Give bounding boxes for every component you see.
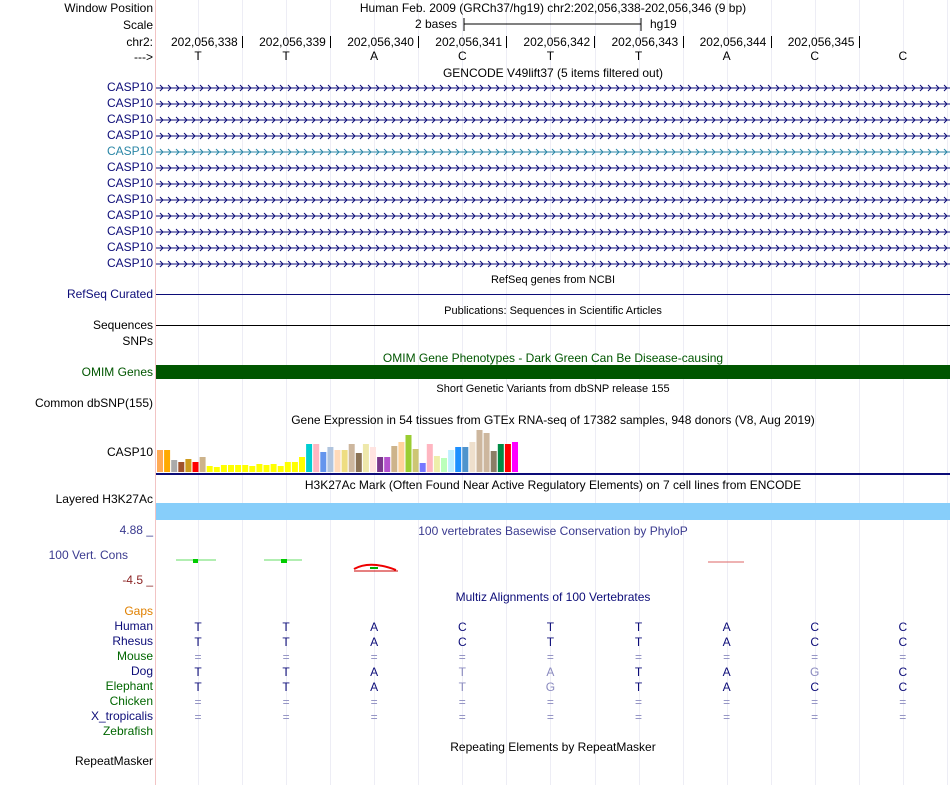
gtex-tissue-bar[interactable] <box>349 444 355 472</box>
gencode-item-label[interactable]: CASP10 <box>106 240 153 254</box>
phylop-track-title: 100 vertebrates Basewise Conservation by PhyloP <box>418 524 688 538</box>
gtex-tissue-bar[interactable] <box>491 451 497 472</box>
multiz-base: = <box>282 650 290 664</box>
gtex-tissue-bar[interactable] <box>299 457 305 472</box>
gtex-tissue-bar[interactable] <box>164 450 170 472</box>
multiz-species-label[interactable]: X_tropicalis <box>90 709 153 723</box>
multiz-base: T <box>282 635 290 649</box>
gtex-tissue-bar[interactable] <box>498 444 504 472</box>
multiz-base: A <box>722 665 731 679</box>
multiz-base: = <box>811 650 819 664</box>
reference-base: C <box>810 49 820 63</box>
gencode-item-label[interactable]: CASP10 <box>106 144 153 158</box>
gencode-transcript-line[interactable] <box>156 259 950 269</box>
multiz-species-label[interactable]: Rhesus <box>112 634 153 648</box>
chromosome-label: chr2: <box>126 35 153 49</box>
gtex-track-title: Gene Expression in 54 tissues from GTEx RNA-seq of 17382 samples, 948 donors (V8, Aug 2019) <box>291 413 815 427</box>
gencode-transcript-line[interactable] <box>156 99 950 109</box>
phylop-min-label: -4.5 _ <box>122 573 153 587</box>
gtex-baseline <box>156 473 950 475</box>
multiz-base: = <box>634 710 642 724</box>
gtex-tissue-bar[interactable] <box>207 466 213 472</box>
multiz-base: T <box>194 635 202 649</box>
gencode-transcript-line[interactable] <box>156 195 950 205</box>
multiz-species-label[interactable]: Zebrafish <box>102 724 153 738</box>
omim-track-title: OMIM Gene Phenotypes - Dark Green Can Be Disease-causing <box>382 351 724 365</box>
gtex-tissue-bar[interactable] <box>384 457 390 472</box>
multiz-base: T <box>458 680 466 694</box>
multiz-base: = <box>282 695 290 709</box>
gtex-tissue-bar[interactable] <box>455 447 461 472</box>
gtex-tissue-bar[interactable] <box>157 450 163 472</box>
gencode-item-label[interactable]: CASP10 <box>106 160 153 174</box>
gtex-tissue-bar[interactable] <box>235 465 241 472</box>
ruler-coordinate: 202,056,338 <box>171 35 238 49</box>
gencode-transcript-line[interactable] <box>156 179 950 189</box>
gtex-tissue-bar[interactable] <box>363 444 369 472</box>
publications-track-label[interactable]: Sequences <box>92 318 153 332</box>
reference-base: A <box>722 49 731 63</box>
multiz-base: T <box>634 680 643 694</box>
gtex-tissue-bar[interactable] <box>448 450 454 472</box>
reference-base: T <box>194 49 202 63</box>
multiz-base: = <box>811 695 819 709</box>
multiz-base: C <box>810 635 820 649</box>
gtex-tissue-bar[interactable] <box>214 467 220 472</box>
ruler-tick <box>418 36 419 48</box>
gtex-tissue-bar[interactable] <box>342 450 348 472</box>
repeatmasker-track-label[interactable]: RepeatMasker <box>74 754 153 768</box>
multiz-base: C <box>810 620 820 634</box>
multiz-base: A <box>370 680 379 694</box>
gtex-tissue-bar[interactable] <box>327 447 333 472</box>
multiz-base: T <box>546 635 555 649</box>
multiz-base: A <box>722 635 731 649</box>
gencode-transcript-line[interactable] <box>156 83 950 93</box>
ruler-coordinate: 202,056,340 <box>347 35 414 49</box>
gtex-track-label[interactable]: CASP10 <box>106 445 153 459</box>
refseq-gene-line[interactable] <box>156 294 950 295</box>
gencode-transcript-line[interactable] <box>156 131 950 141</box>
ruler-tick <box>330 36 331 48</box>
window-position-label: Window Position <box>64 1 153 15</box>
gtex-tissue-bar[interactable] <box>221 465 227 472</box>
multiz-base: = <box>370 710 378 724</box>
multiz-base: A <box>370 635 379 649</box>
gtex-tissue-bar[interactable] <box>185 459 191 472</box>
gtex-tissue-bar[interactable] <box>242 465 248 472</box>
ruler-tick <box>594 36 595 48</box>
multiz-base: = <box>194 710 202 724</box>
multiz-base: = <box>458 650 466 664</box>
multiz-species-label[interactable]: Mouse <box>116 649 153 663</box>
gencode-track-title: GENCODE V49lift37 (5 items filtered out) <box>442 66 664 80</box>
multiz-base: = <box>899 695 907 709</box>
gtex-tissue-bar[interactable] <box>427 444 433 472</box>
multiz-base: = <box>282 710 290 724</box>
gtex-tissue-bar[interactable] <box>271 464 277 472</box>
reference-base: T <box>282 49 290 63</box>
multiz-species-label[interactable]: Dog <box>130 664 153 678</box>
multiz-base: = <box>811 710 819 724</box>
reference-base: C <box>898 49 908 63</box>
multiz-species-label[interactable]: Human <box>114 619 153 633</box>
phylop-track-label[interactable]: 100 Vert. Cons <box>48 548 128 562</box>
h3k27ac-track-title: H3K27Ac Mark (Often Found Near Active Regulatory Elements) on 7 cell lines from ENCODE <box>304 478 802 492</box>
multiz-base: = <box>458 695 466 709</box>
refseq-track-title: RefSeq genes from NCBI <box>490 274 616 286</box>
gtex-tissue-bar[interactable] <box>264 465 270 472</box>
gtex-tissue-bar[interactable] <box>335 450 341 472</box>
gtex-bar-chart[interactable] <box>156 426 556 472</box>
multiz-base: C <box>457 620 467 634</box>
phylop-signal[interactable] <box>156 538 950 578</box>
gencode-transcript-line[interactable] <box>156 227 950 237</box>
publications-track-title: Publications: Sequences in Scientific Articles <box>444 305 662 317</box>
gtex-tissue-bar[interactable] <box>420 463 426 472</box>
gencode-item-label[interactable]: CASP10 <box>106 112 153 126</box>
multiz-base: T <box>282 620 290 634</box>
gtex-tissue-bar[interactable] <box>441 458 447 472</box>
multiz-track-title: Multiz Alignments of 100 Vertebrates <box>455 590 651 604</box>
multiz-base: G <box>545 680 556 694</box>
repeatmasker-track-title: Repeating Elements by RepeatMasker <box>450 740 656 754</box>
gtex-tissue-bar[interactable] <box>228 465 234 472</box>
omim-gene-bar[interactable] <box>156 365 950 379</box>
gtex-tissue-bar[interactable] <box>406 435 412 472</box>
gencode-item-label[interactable]: CASP10 <box>106 208 153 222</box>
multiz-base: = <box>370 695 378 709</box>
publications-line[interactable] <box>156 325 950 326</box>
gtex-tissue-bar[interactable] <box>370 447 376 472</box>
ruler-tick <box>683 36 684 48</box>
multiz-base: T <box>634 635 643 649</box>
gtex-tissue-bar[interactable] <box>398 442 404 472</box>
ruler-coordinate: 202,056,339 <box>259 35 326 49</box>
ruler-tick <box>771 36 772 48</box>
multiz-base: C <box>898 620 908 634</box>
multiz-species-label[interactable]: Chicken <box>109 694 153 708</box>
reference-base: T <box>546 49 555 63</box>
ruler-coordinate: 202,056,344 <box>699 35 767 49</box>
ruler-coordinate: 202,056,343 <box>611 35 679 49</box>
gtex-tissue-bar[interactable] <box>285 462 291 472</box>
multiz-base: T <box>546 620 555 634</box>
multiz-base: T <box>194 665 202 679</box>
gtex-tissue-bar[interactable] <box>306 444 312 472</box>
gtex-tissue-bar[interactable] <box>462 447 468 472</box>
strand-label: ---> <box>134 50 153 64</box>
gtex-tissue-bar[interactable] <box>484 433 490 472</box>
multiz-base: = <box>899 710 907 724</box>
refseq-track-label[interactable]: RefSeq Curated <box>66 287 153 301</box>
window-position-text: Human Feb. 2009 (GRCh37/hg19) chr2:202,056,338-202,056,346 (9 bp) <box>359 1 747 15</box>
multiz-base: = <box>194 650 202 664</box>
dbsnp-track-title: Short Genetic Variants from dbSNP release 155 <box>436 383 670 395</box>
gtex-tissue-bar[interactable] <box>434 456 440 472</box>
multiz-base: A <box>370 620 379 634</box>
multiz-base: T <box>458 665 466 679</box>
multiz-base: T <box>282 680 290 694</box>
gencode-transcript-line[interactable] <box>156 211 950 221</box>
dbsnp-track-label[interactable]: Common dbSNP(155) <box>34 396 153 410</box>
gencode-item-label[interactable]: CASP10 <box>106 128 153 142</box>
gtex-tissue-bar[interactable] <box>469 442 475 472</box>
omim-track-label[interactable]: OMIM Genes <box>81 365 153 379</box>
multiz-species-label[interactable]: Elephant <box>105 679 153 693</box>
scale-label: Scale <box>122 18 153 32</box>
multiz-base: = <box>723 695 731 709</box>
multiz-base: T <box>282 665 290 679</box>
gencode-item-label[interactable]: CASP10 <box>106 224 153 238</box>
multiz-base: = <box>899 650 907 664</box>
multiz-gaps-label[interactable]: Gaps <box>124 604 153 618</box>
multiz-base: C <box>898 680 908 694</box>
gencode-item-label[interactable]: CASP10 <box>106 96 153 110</box>
multiz-base: A <box>722 680 731 694</box>
gtex-tissue-bar[interactable] <box>356 453 362 472</box>
gencode-item-label[interactable]: CASP10 <box>106 192 153 206</box>
ruler-coordinate: 202,056,341 <box>435 35 503 49</box>
multiz-base: A <box>722 620 731 634</box>
gtex-tissue-bar[interactable] <box>193 462 199 472</box>
multiz-base: A <box>546 665 555 679</box>
multiz-base: G <box>810 665 820 679</box>
gtex-tissue-bar[interactable] <box>313 444 319 472</box>
h3k27ac-signal[interactable] <box>156 503 950 520</box>
reference-base: T <box>634 49 643 63</box>
multiz-base: = <box>723 650 731 664</box>
scale-assembly: hg19 <box>650 17 677 31</box>
scale-bar <box>463 17 643 33</box>
multiz-base: = <box>546 710 554 724</box>
gtex-tissue-bar[interactable] <box>391 446 397 472</box>
reference-base: C <box>457 49 467 63</box>
ruler-tick <box>506 36 507 48</box>
multiz-base: = <box>458 710 466 724</box>
gtex-tissue-bar[interactable] <box>256 464 262 472</box>
snps-track-label[interactable]: SNPs <box>122 334 153 348</box>
multiz-base: = <box>723 710 731 724</box>
multiz-base: C <box>810 680 820 694</box>
multiz-base: = <box>634 695 642 709</box>
gencode-transcript-line[interactable] <box>156 163 950 173</box>
phylop-max-label: 4.88 _ <box>119 523 153 537</box>
multiz-base: T <box>194 620 202 634</box>
scale-value: 2 bases <box>415 17 458 31</box>
multiz-base: C <box>898 665 908 679</box>
gencode-item-label[interactable]: CASP10 <box>106 256 153 270</box>
gencode-item-label[interactable]: CASP10 <box>106 80 153 94</box>
h3k27ac-track-label[interactable]: Layered H3K27Ac <box>55 492 153 506</box>
gtex-tissue-bar[interactable] <box>249 466 255 472</box>
gtex-tissue-bar[interactable] <box>377 457 383 472</box>
ruler-tick <box>242 36 243 48</box>
gencode-item-label[interactable]: CASP10 <box>106 176 153 190</box>
ruler-coordinate: 202,056,342 <box>523 35 591 49</box>
gencode-transcript-line[interactable] <box>156 243 950 253</box>
gtex-tissue-bar[interactable] <box>505 444 511 472</box>
gencode-transcript-line[interactable] <box>156 115 950 125</box>
ruler-coordinate: 202,056,345 <box>787 35 855 49</box>
multiz-base: T <box>634 620 643 634</box>
gtex-tissue-bar[interactable] <box>292 462 298 472</box>
gtex-tissue-bar[interactable] <box>413 449 419 472</box>
gtex-tissue-bar[interactable] <box>200 457 206 472</box>
multiz-base: T <box>194 680 202 694</box>
multiz-base: = <box>546 695 554 709</box>
multiz-base: = <box>370 650 378 664</box>
multiz-base: = <box>546 650 554 664</box>
multiz-base: = <box>194 695 202 709</box>
gtex-tissue-bar[interactable] <box>477 430 483 472</box>
multiz-base: C <box>457 635 467 649</box>
gtex-tissue-bar[interactable] <box>512 442 518 472</box>
gtex-tissue-bar[interactable] <box>178 462 184 472</box>
multiz-base: A <box>370 665 379 679</box>
gtex-tissue-bar[interactable] <box>171 460 177 472</box>
multiz-base: C <box>898 635 908 649</box>
reference-base: A <box>370 49 379 63</box>
multiz-base: = <box>634 650 642 664</box>
ruler-tick <box>859 36 860 48</box>
gtex-tissue-bar[interactable] <box>278 466 284 472</box>
gtex-tissue-bar[interactable] <box>320 452 326 472</box>
gencode-transcript-line[interactable] <box>156 147 950 157</box>
multiz-base: T <box>634 665 643 679</box>
